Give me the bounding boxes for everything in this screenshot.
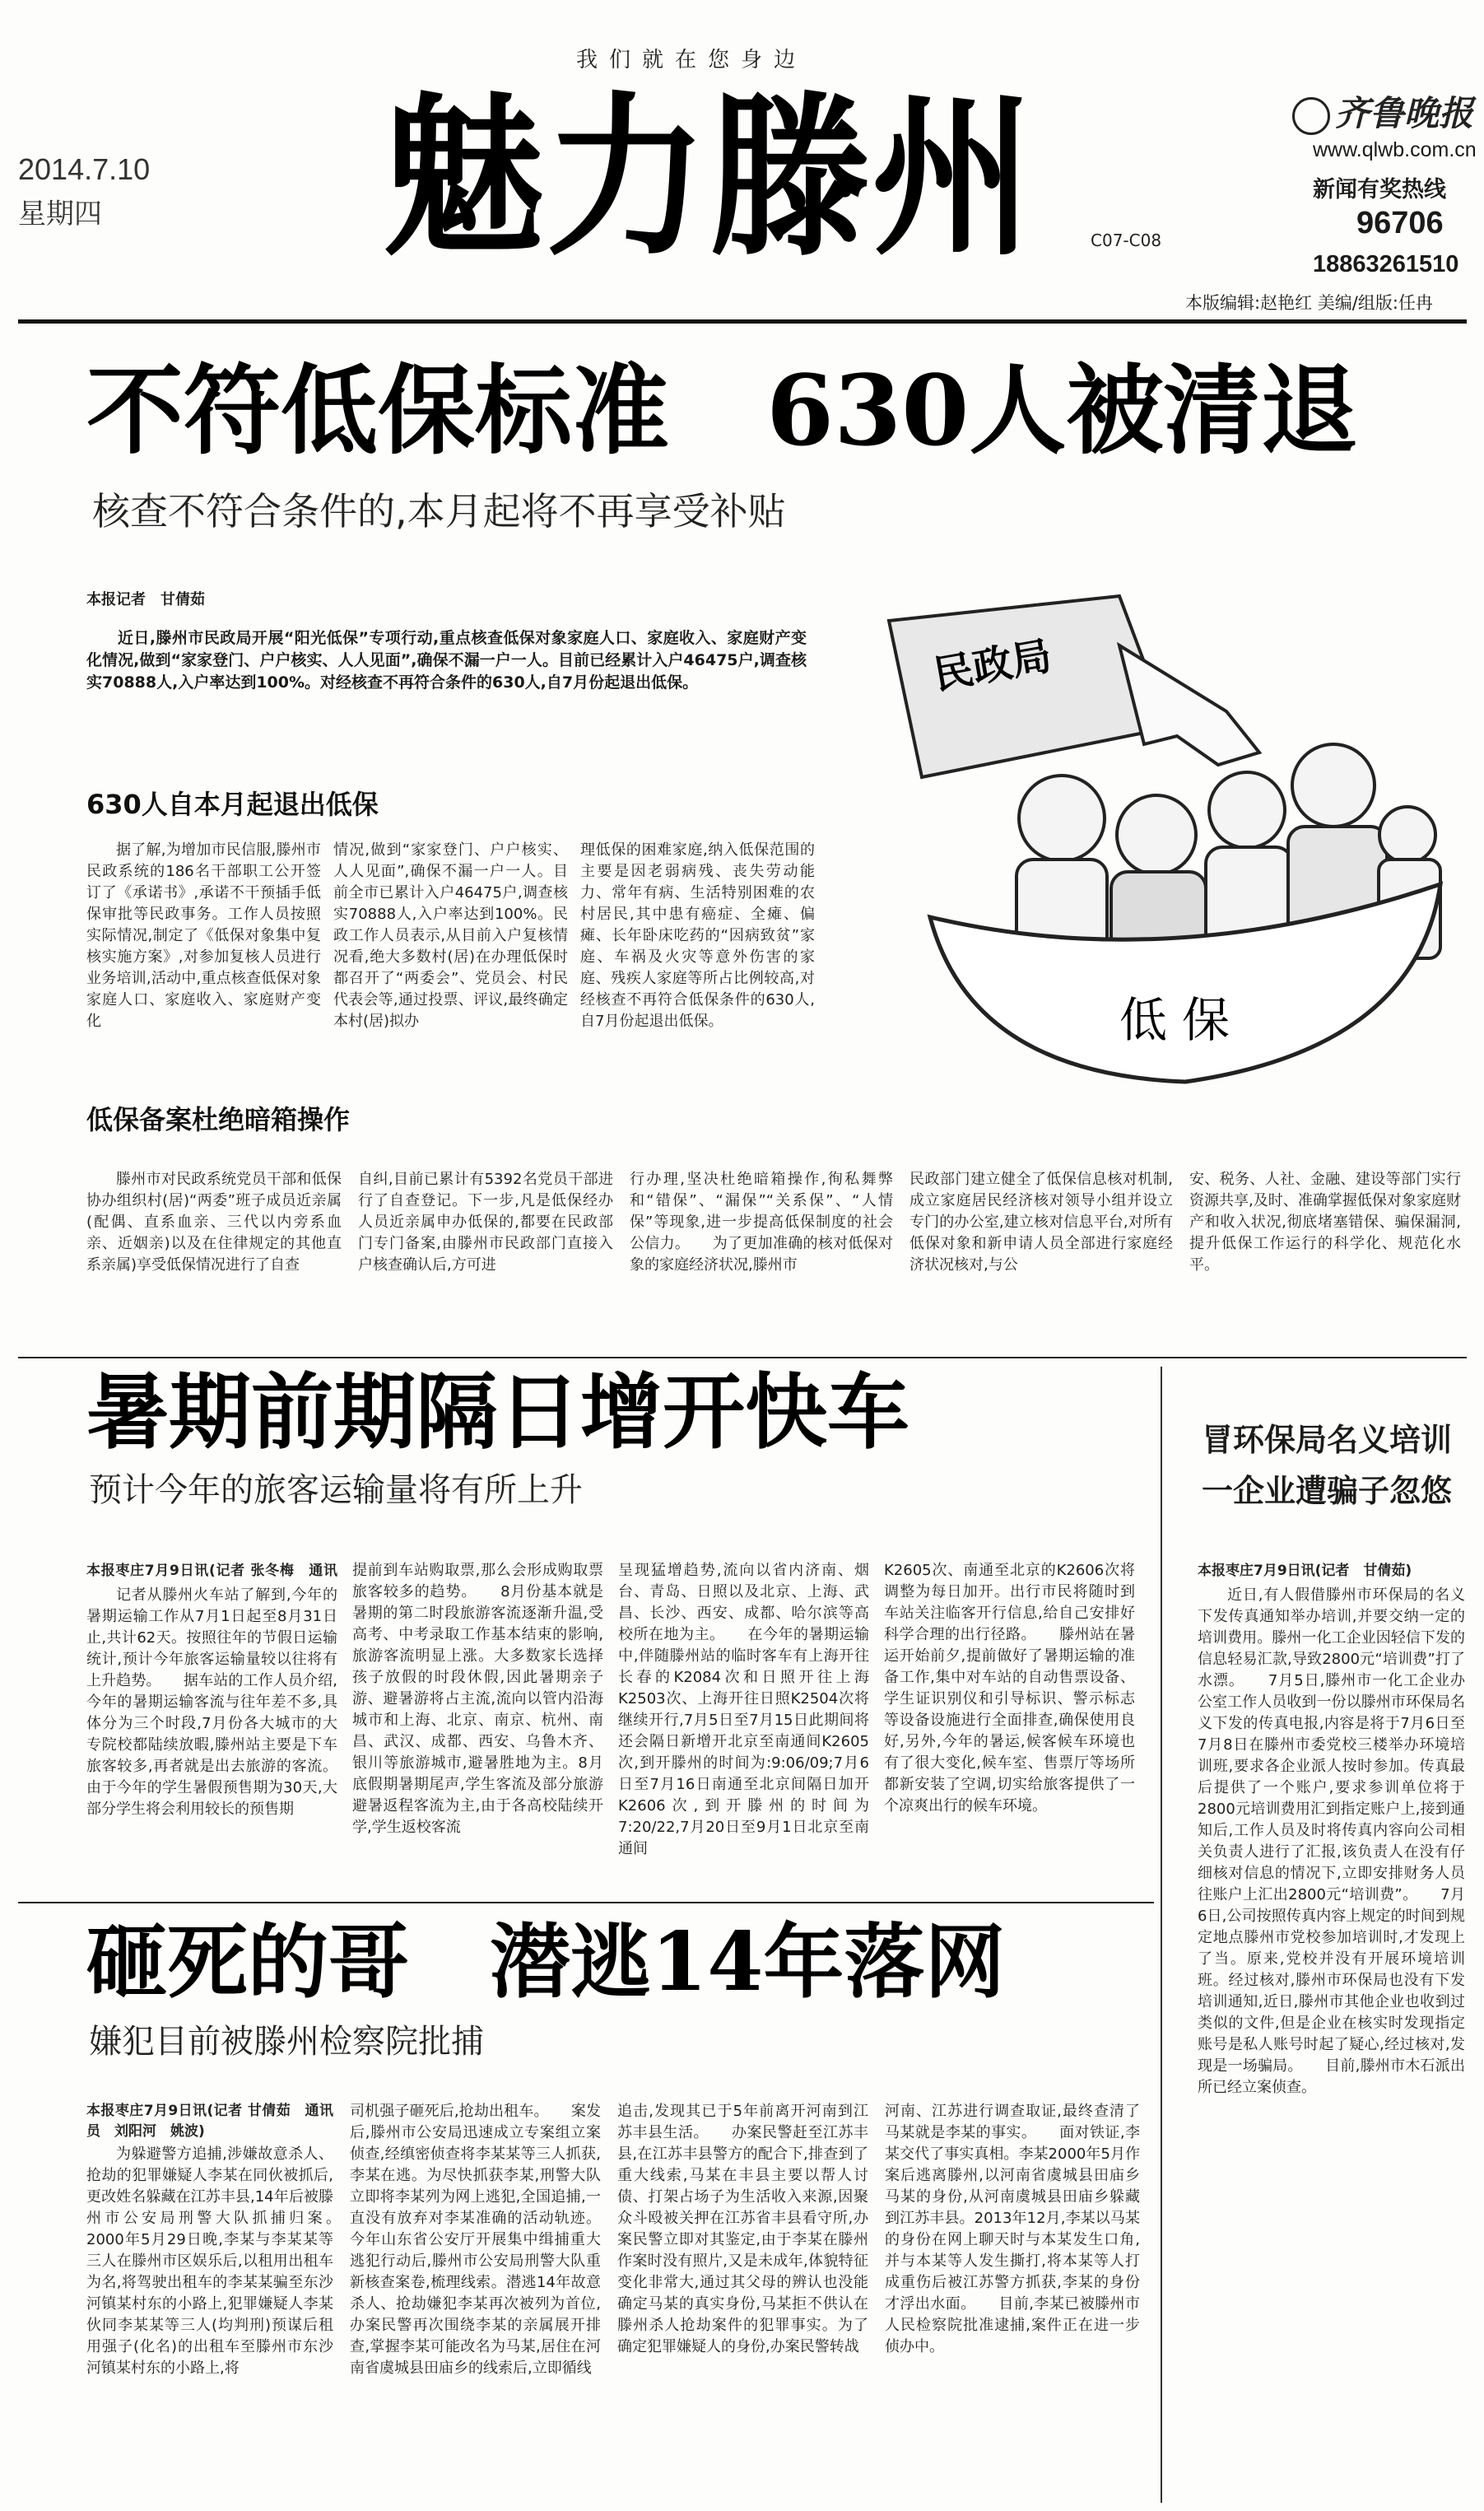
article3-col2: 司机强子砸死后,抢劫出租车。 案发后,滕州市公安局迅速成立专案组立案侦查,经缜密侦查将李某某等三人抓获,李某在逃。为尽快抓获李某,刑警大队立即将李某列为网上逃犯,全国追捕,一直没有放弃对李某准确的活动轨迹。今年山东省公安厅开展集中缉捕重大逃犯行动后,滕州市公安局刑警大队重新核查案卷,梳理线索。潜逃14年故意杀人、抢劫嫌犯李某再次被列为首位,办案民警再次围绕李某的亲属展开排查,掌握李某可能改名为马某,居住在河南省虞城县田庙乡的线索后,立即循线: [350, 2103, 601, 2377]
masthead-title: 魅力滕州: [383, 75, 1035, 281]
article2-col2: 提前到车站购取票,那么会形成购取票旅客较多的趋势。 8月份基本就是暑期的第二时段旅游客流逐渐升温,受高考、中考录取工作基本结束的影响,旅游客流明显上涨。大多数家长选择孩子放假的时段休假,因此暑期亲子游、避暑游将占主流,流向以管内沿海城市和上海、北京、南京、杭州、南昌、武汉、成都、西安、乌鲁木齐、银川等旅游城市,避暑胜地为主。8月底假期暑期尾声,学生客流及部分旅游避暑返程客流为主,由于各高校陆续开学,学生返校客流: [352, 1562, 603, 1836]
article1-section2-col2: 自纠,目前已累计有5392名党员干部进行了自查登记。下一步,凡是低保经办人员近亲属申办低保的,都要在民政部门专门备案,由滕州市民政部门直接入户核查确认后,方可进: [358, 1171, 613, 1274]
article1-section2-col1: 滕州市对民政系统党员干部和低保协办组织村(居)“两委”班子成员近亲属(配偶、直系血亲、三代以内旁系血亲、近姻亲)以及在住律规定的其他直系亲属)享受低保情况进行了自查: [86, 1171, 342, 1274]
article1-byline: 本报记者 甘倩茹: [86, 591, 205, 608]
bowl-text: 低保: [1119, 992, 1245, 1048]
sleeve-shape: [889, 596, 1169, 777]
website-link[interactable]: www.qlwb.com.cn: [1313, 138, 1477, 161]
article1-headline: 不符低保标准 630人被清退: [86, 353, 1358, 468]
article1-section2-col4: 民政部门建立健全了低保信息核对机制,成立家庭居民经济核对领导小组并设立专门的办公室,建立核对信息平台,对所有低保对象和新申请人员全部进行家庭经济状况核对,与公: [909, 1171, 1173, 1274]
side-article-title-line1: 冒环保局名义培训: [1202, 1422, 1453, 1458]
article3-subheadline: 嫌犯目前被滕州检察院批捕: [89, 2023, 484, 2061]
article1-section1-col2: 情况,做到“家家登门、户户核实、人人见面”,确保不漏一户一人。目前全市已累计入户46475户,调查核实70888人,入户率达到100%。民政工作人员表示,从目前入户复核情况看,绝大多数村(居)在办理低保时都召开了“两委会”、党员会、村民代表会等,通过投票、评议,最终确定本村(居)拟办: [333, 841, 568, 1030]
sign-text: 民政局: [930, 632, 1055, 699]
side-article-title-line2: 一企业遭骗子忽悠: [1202, 1473, 1453, 1509]
illustration-svg: [872, 588, 1473, 1115]
article1-section1-col3: 理低保的困难家庭,纳入低保范围的主要是因老弱病残、丧失劳动能力、常年有病、生活特别困难的农村居民,其中患有癌症、全瘫、偏瘫、长年卧床吃药的“因病致贫”家庭、车祸及火灾等意外伤害的家庭、残疾人家庭等所占比例较高,对经核查不再符合低保条件的630人,自7月份起退出低保。: [580, 841, 815, 1030]
section-code: C07-C08: [1091, 231, 1162, 250]
brand-name: 齐鲁晚报: [1335, 93, 1474, 133]
article1-section2-col5: 安、税务、人社、金融、建设等部门实行资源共享,及时、准确掌握低保对象家庭财产和收入状况,彻底堵塞错保、骗保漏洞,提升低保工作运行的科学化、规范化水平。: [1189, 1171, 1461, 1274]
article2-col1: 记者从滕州火车站了解到,今年的暑期运输工作从7月1日起至8月31日止,共计62天。按照往年的节假日运输统计,预计今年旅客运输量较以往将有上升趋势。 据车站的工作人员介绍,今年的暑期运输客流与往年差不多,具体分为三个时段,7月份各大城市的大专院校都陆续放暇,滕州站主要是下车旅客较多,再者就是出去旅游的客流。由于今年的学生暑假预售期为30天,大部分学生将会利用较长的预售期: [86, 1586, 337, 1818]
issue-weekday: 星期四: [18, 198, 102, 231]
article3-col1: 为躲避警方追捕,涉嫌故意杀人、抢劫的犯罪嫌疑人李某在同伙被抓后,更改姓名躲藏在江苏丰县,14年后被滕州市公安局刑警大队抓捕归案。 2000年5月29日晚,李某与李某某等三人在滕州市区娱乐后,以租用出租车为名,将驾驶出租车的李某某骗至东沙河镇某村东的小路上,犯罪嫌疑人李某伙同李某某等三人(均判刑)预谋后租用强子(化名)的出租车至滕州市东沙河镇某村东的小路上,将: [86, 2145, 333, 2377]
article1-subheadline: 核查不符合条件的,本月起将不再享受补贴: [92, 489, 786, 533]
slogan: 我们就在您身边: [576, 48, 807, 72]
contact-phone: 18863261510: [1313, 251, 1459, 277]
side-column-rule: [1161, 1367, 1162, 2503]
article1-section2-title: 低保备案杜绝暗箱操作: [86, 1104, 351, 1135]
brand-logo: [1292, 86, 1473, 136]
hand-icon: [1119, 645, 1259, 765]
article3-col4: 河南、江苏进行调查取证,最终查清了马某就是李某的事实。 面对铁证,李某交代了事实真相。李某2000年5月作案后逃离滕州,以河南省虞城县田庙乡马某的身份,从河南虞城县田庙乡躲藏到江苏丰县。2013年12月,李某以马某的身份在网上聊天时与本某发生口角,并与本某等人发生撕打,将本某等人打成重伤后被江苏警方抓获,李某的身份才浮出水面。 目前,李某已被滕州市人民检察院批准逮捕,案件正在进一步侦办中。: [885, 2103, 1140, 2355]
article3-byline: 本报枣庄7月9日讯(记者 甘倩茹 通讯员 刘阳河 姚波): [86, 2103, 333, 2140]
article2-col3: 呈现猛增趋势,流向以省内济南、烟台、青岛、日照以及北京、上海、武昌、长沙、西安、成都、哈尔滨等高校所在地为主。 在今年的暑期运输中,伴随滕州站的临时客车有上海开往长春的K2084次和日照开往上海K2503次、上海开往日照K2504次将继续开行,7月5日至7月15日此期间将还会隔日新增开北京至南通间K2605次,到开滕州的时间为:9:06/09;7月6日至7月16日南通至北京间隔日加开K2606次,到开滕州的时间为7:20/22,7月20日至9月1日北京至南通间: [618, 1562, 869, 1857]
header-rule: [18, 319, 1467, 324]
article2-headline: 暑期前期隔日增开快车: [86, 1363, 909, 1460]
hotline-label: 新闻有奖热线: [1313, 177, 1446, 203]
side-article-body: 近日,有人假借滕州市环保局的名义下发传真通知举办培训,并要交纳一定的培训费用。滕州一化工企业因轻信下发的信息轻易汇款,导致2800元“培训费”打了水漂。 7月5日,滕州市一化工企业办公室工作人员收到一份以滕州市环保局名义下发的传真电报,内容是将于7月6日至7月8日在滕州市委党校三楼举办环境培训班,要求各企业派人按时参加。传真最后提供了一个账户,要求参训单位将于2800元培训费用汇到指定账户上,接到通知后,工作人员及时将传真内容向公司相关负责人进行了汇报,该负责人在没有仔细核对信息的情况下,立即安排财务人员往账户上汇出2800元“培训费”。 7月6日,公司按照传真内容上规定的时间到规定地点滕州市党校参加培训时,才发现上了当。原来,党校并没有开展环境培训班。经过核对,滕州市环保局也没有下发培训通知,近日,滕州市其他企业也收到过类似的文件,但是企业在核实时发现指定账号是私人账号时起了疑心,经过核对,发现是一场骗局。 目前,滕州市木石派出所已经立案侦查。: [1198, 1586, 1465, 2096]
article1-section2-col3: 行办理,坚决杜绝暗箱操作,徇私舞弊和“错保”、“漏保”“关系保”、“人情保”等现象,进一步提高低保制度的社会公信力。 为了更加准确的核对低保对象的家庭经济状况,滕州市: [630, 1171, 893, 1274]
section-divider-1: [18, 1357, 1467, 1358]
issue-date: 2014.7.10: [18, 152, 151, 186]
brand-seal-icon: [1292, 97, 1330, 135]
article2-subheadline: 预计今年的旅客运输量将有所上升: [89, 1471, 583, 1509]
article1-illustration: [872, 588, 1473, 1115]
article3-headline: 砸死的哥 潜逃14年落网: [86, 1915, 1006, 2010]
article1-section1-col1: 据了解,为增加市民信服,滕州市民政系统的186名干部职工公开签订了《承诺书》,承诺不干预插手低保审批等民政事务。工作人员按照实际情况,制定了《低保对象集中复核实施方案》,对参加复核人员进行业务培训,活动中,重点核查低保对象家庭人口、家庭收入、家庭财产变化: [86, 841, 321, 1030]
editor-credits: 本版编辑:赵艳红 美编/组版:任冉: [1185, 293, 1433, 313]
section-divider-2: [18, 1902, 1154, 1903]
article3-col3: 追击,发现其已于5年前离开河南到江苏丰县生活。 办案民警赶至江苏丰县,在江苏丰县警方的配合下,排查到了重大线索,马某在丰县主要以帮人讨债、打架占场子为生活收入来源,因聚众斗殴被关押在江苏省丰县看守所,办案民警立即对其鉴定,由于李某在滕州作案时没有照片,又是未成年,体貌特征变化非常大,通过其父母的辨认也没能确定马某的真实身份,马某拒不供认在滕州杀人抢劫案件的犯罪事实。为了确定犯罪嫌疑人的身份,办案民警转战: [617, 2103, 868, 2355]
article2-byline: 本报枣庄7月9日讯(记者 张冬梅 通讯: [86, 1563, 337, 1578]
article2-col4: K2605次、南通至北京的K2606次将调整为每日加开。出行市民将随时到车站关注临客开行信息,给自己安排好科学合理的出行径路。 滕州站在暑运开始前夕,提前做好了暑期运输的准备工作,集中对车站的自动售票设备、学生证识别仪和引导标识、警示标志等设备设施进行全面排查,确保使用良好,另外,今年的暑运,候客候车环境也有了很大变化,候车室、售票厅等场所都新安装了空调,切实给旅客提供了一个凉爽出行的候车环境。: [884, 1562, 1135, 1815]
article1-lead: 近日,滕州市民政局开展“阳光低保”专项行动,重点核查低保对象家庭人口、家庭收入、家庭财产变化情况,做到“家家登门、户户核实、人人见面”,确保不漏一户一人。目前已经累计入户46475户,调查核实70888人,入户率达到100%。对经核查不再符合条件的630人,自7月份起退出低保。: [86, 629, 807, 692]
article1-section1-title: 630人自本月起退出低保: [86, 789, 379, 820]
side-article-byline: 本报枣庄7月9日讯(记者 甘倩茹): [1198, 1563, 1412, 1579]
hotline-number: 96706: [1356, 206, 1444, 240]
